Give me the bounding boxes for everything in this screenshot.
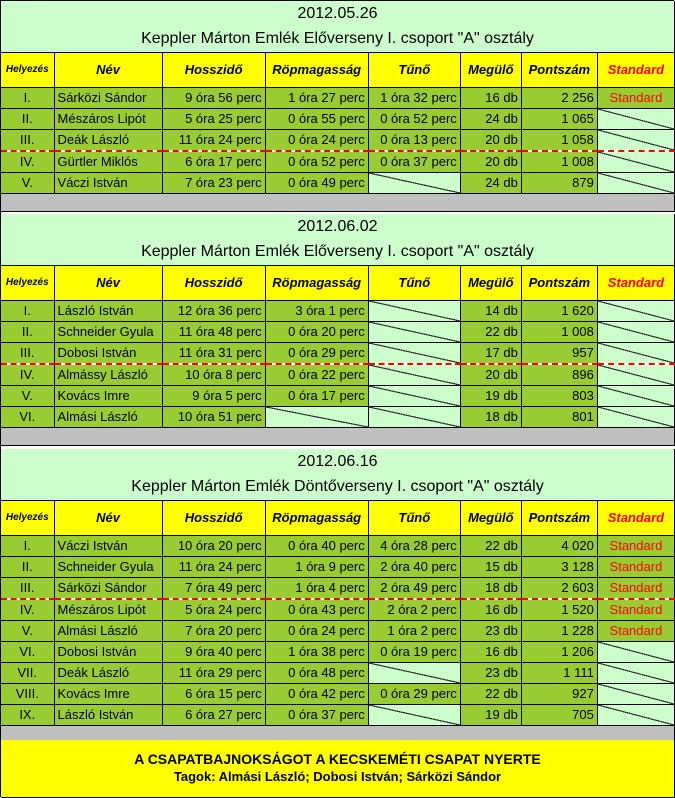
duration-cell: 6 óra 27 perc	[162, 704, 265, 725]
standard-cell	[597, 321, 674, 342]
tuno-cell	[368, 321, 460, 342]
table-row	[1, 599, 675, 621]
header-name: Név	[54, 266, 162, 300]
competition-block	[1, 214, 675, 446]
competition-block	[1, 1, 675, 212]
duration-cell: 10 óra 8 perc	[162, 364, 265, 386]
table-row	[1, 662, 675, 683]
points-cell: 1 065	[521, 108, 597, 129]
megulo-cell: 24 db	[460, 108, 521, 129]
duration-cell: 11 óra 24 perc	[162, 556, 265, 577]
table-row	[1, 620, 675, 641]
standard-cell: Standard	[597, 620, 674, 641]
competition-title	[1, 449, 675, 501]
standard-cell	[597, 385, 674, 406]
megulo-cell: 16 db	[460, 599, 521, 621]
table-row	[1, 151, 675, 173]
points-cell: 801	[521, 406, 597, 427]
table-header-row	[1, 266, 675, 300]
standard-cell	[597, 704, 674, 725]
points-cell: 705	[521, 704, 597, 725]
table-row	[1, 535, 675, 556]
duration-cell: 11 óra 24 perc	[162, 129, 265, 151]
place-cell: III.	[1, 577, 54, 599]
duration-cell: 10 óra 20 perc	[162, 535, 265, 556]
standard-cell	[597, 300, 674, 321]
place-cell: II.	[1, 556, 54, 577]
tuno-cell: 4 óra 28 perc	[368, 535, 460, 556]
results-table	[1, 266, 675, 428]
height-cell: 0 óra 37 perc	[265, 704, 368, 725]
name-cell: Mészáros Lipót	[54, 599, 162, 621]
name-cell: Dobosi István	[54, 641, 162, 662]
table-row	[1, 364, 675, 386]
height-cell: 0 óra 42 perc	[265, 683, 368, 704]
duration-cell: 11 óra 29 perc	[162, 662, 265, 683]
megulo-cell: 16 db	[460, 87, 521, 108]
competition-name: Keppler Márton Emlék Előverseny I. csoport "A" osztály	[141, 30, 534, 47]
tuno-cell	[368, 662, 460, 683]
tuno-cell: 0 óra 19 perc	[368, 641, 460, 662]
standard-cell: Standard	[597, 599, 674, 621]
tuno-cell: 2 óra 40 perc	[368, 556, 460, 577]
standard-cell	[597, 172, 674, 193]
header-standard: Standard	[597, 501, 674, 535]
header-height: Röpmagasság	[265, 501, 368, 535]
duration-cell: 5 óra 25 perc	[162, 108, 265, 129]
place-cell: IV.	[1, 364, 54, 386]
separator-bar	[1, 194, 675, 212]
table-row	[1, 406, 675, 427]
duration-cell: 12 óra 36 perc	[162, 300, 265, 321]
duration-cell: 11 óra 31 perc	[162, 342, 265, 364]
header-duration: Hosszidő	[162, 501, 265, 535]
tuno-cell: 0 óra 37 perc	[368, 151, 460, 173]
competition-title	[1, 214, 675, 266]
points-cell: 1 206	[521, 641, 597, 662]
table-row	[1, 385, 675, 406]
place-cell: IV.	[1, 599, 54, 621]
header-megulo: Megülő	[460, 501, 521, 535]
tuno-cell	[368, 342, 460, 364]
table-row	[1, 683, 675, 704]
header-place: Helyezés	[1, 501, 54, 535]
header-points: Pontszám	[521, 266, 597, 300]
separator-bar	[1, 428, 675, 446]
height-cell: 0 óra 24 perc	[265, 129, 368, 151]
tuno-cell: 1 óra 32 perc	[368, 87, 460, 108]
points-cell: 957	[521, 342, 597, 364]
duration-cell: 6 óra 17 perc	[162, 151, 265, 173]
place-cell: I.	[1, 300, 54, 321]
points-cell: 927	[521, 683, 597, 704]
competition-name: Keppler Márton Emlék Előverseny I. csoport "A" osztály	[141, 243, 534, 260]
height-cell: 0 óra 20 perc	[265, 321, 368, 342]
name-cell: Gürtler Miklós	[54, 151, 162, 173]
header-place: Helyezés	[1, 266, 54, 300]
duration-cell: 7 óra 20 perc	[162, 620, 265, 641]
megulo-cell: 15 db	[460, 556, 521, 577]
name-cell: László István	[54, 300, 162, 321]
table-row	[1, 577, 675, 599]
standard-cell	[597, 342, 674, 364]
megulo-cell: 23 db	[460, 620, 521, 641]
tuno-cell: 2 óra 49 perc	[368, 577, 460, 599]
name-cell: Schneider Gyula	[54, 556, 162, 577]
place-cell: V.	[1, 172, 54, 193]
standard-cell	[597, 364, 674, 386]
megulo-cell: 22 db	[460, 321, 521, 342]
place-cell: III.	[1, 129, 54, 151]
header-points: Pontszám	[521, 501, 597, 535]
standard-cell: Standard	[597, 577, 674, 599]
height-cell: 1 óra 9 perc	[265, 556, 368, 577]
results-table	[1, 53, 675, 194]
header-tuno: Tűnő	[368, 501, 460, 535]
points-cell: 4 020	[521, 535, 597, 556]
team-winner-text: A CSAPATBAJNOKSÁGOT A KECSKEMÉTI CSAPAT NYERTE	[134, 751, 541, 767]
points-cell: 1 111	[521, 662, 597, 683]
megulo-cell: 18 db	[460, 577, 521, 599]
name-cell: Kovács Imre	[54, 385, 162, 406]
table-row	[1, 172, 675, 193]
height-cell: 0 óra 49 perc	[265, 172, 368, 193]
name-cell: Almássy László	[54, 364, 162, 386]
height-cell: 3 óra 1 perc	[265, 300, 368, 321]
height-cell: 0 óra 24 perc	[265, 620, 368, 641]
name-cell: Kovács Imre	[54, 683, 162, 704]
table-row	[1, 556, 675, 577]
header-name: Név	[54, 53, 162, 87]
name-cell: Almási László	[54, 620, 162, 641]
duration-cell: 9 óra 5 perc	[162, 385, 265, 406]
name-cell: Mészáros Lipót	[54, 108, 162, 129]
points-cell: 2 603	[521, 577, 597, 599]
header-name: Név	[54, 501, 162, 535]
megulo-cell: 23 db	[460, 662, 521, 683]
duration-cell: 11 óra 48 perc	[162, 321, 265, 342]
competition-date: 2012.06.02	[297, 218, 378, 235]
duration-cell: 6 óra 15 perc	[162, 683, 265, 704]
points-cell: 1 620	[521, 300, 597, 321]
duration-cell: 9 óra 40 perc	[162, 641, 265, 662]
competition-block	[1, 449, 675, 744]
megulo-cell: 14 db	[460, 300, 521, 321]
points-cell: 879	[521, 172, 597, 193]
competition-title	[1, 1, 675, 53]
place-cell: VII.	[1, 662, 54, 683]
tuno-cell: 2 óra 2 perc	[368, 599, 460, 621]
name-cell: Váczi István	[54, 172, 162, 193]
megulo-cell: 22 db	[460, 535, 521, 556]
standard-cell	[597, 641, 674, 662]
height-cell: 0 óra 52 perc	[265, 151, 368, 173]
tuno-cell	[368, 385, 460, 406]
place-cell: V.	[1, 385, 54, 406]
place-cell: III.	[1, 342, 54, 364]
height-cell: 0 óra 48 perc	[265, 662, 368, 683]
table-row	[1, 129, 675, 151]
megulo-cell: 20 db	[460, 129, 521, 151]
megulo-cell: 18 db	[460, 406, 521, 427]
height-cell: 1 óra 38 perc	[265, 641, 368, 662]
place-cell: II.	[1, 321, 54, 342]
table-row	[1, 108, 675, 129]
competition-date: 2012.06.16	[297, 453, 378, 470]
header-height: Röpmagasság	[265, 266, 368, 300]
name-cell: Váczi István	[54, 535, 162, 556]
tuno-cell: 0 óra 52 perc	[368, 108, 460, 129]
header-megulo: Megülő	[460, 53, 521, 87]
name-cell: Deák László	[54, 662, 162, 683]
megulo-cell: 17 db	[460, 342, 521, 364]
tuno-cell	[368, 704, 460, 725]
header-height: Röpmagasság	[265, 53, 368, 87]
tuno-cell	[368, 172, 460, 193]
height-cell: 0 óra 40 perc	[265, 535, 368, 556]
standard-cell	[597, 151, 674, 173]
team-result-footer	[1, 740, 675, 798]
height-cell: 0 óra 22 perc	[265, 364, 368, 386]
header-tuno: Tűnő	[368, 266, 460, 300]
header-standard: Standard	[597, 53, 674, 87]
tuno-cell: 0 óra 29 perc	[368, 683, 460, 704]
table-header-row	[1, 53, 675, 87]
points-cell: 1 228	[521, 620, 597, 641]
megulo-cell: 20 db	[460, 364, 521, 386]
megulo-cell: 24 db	[460, 172, 521, 193]
results-table	[1, 501, 675, 726]
height-cell: 1 óra 27 perc	[265, 87, 368, 108]
place-cell: I.	[1, 87, 54, 108]
name-cell: Schneider Gyula	[54, 321, 162, 342]
duration-cell: 9 óra 56 perc	[162, 87, 265, 108]
place-cell: I.	[1, 535, 54, 556]
height-cell	[265, 406, 368, 427]
name-cell: Sárközi Sándor	[54, 87, 162, 108]
standard-cell: Standard	[597, 556, 674, 577]
height-cell: 1 óra 4 perc	[265, 577, 368, 599]
team-members-text: Tagok: Almási László; Dobosi István; Sárközi Sándor	[173, 769, 502, 784]
header-points: Pontszám	[521, 53, 597, 87]
megulo-cell: 16 db	[460, 641, 521, 662]
height-cell: 0 óra 43 perc	[265, 599, 368, 621]
standard-cell: Standard	[597, 87, 674, 108]
tuno-cell	[368, 406, 460, 427]
standard-cell	[597, 108, 674, 129]
megulo-cell: 19 db	[460, 704, 521, 725]
place-cell: IV.	[1, 151, 54, 173]
height-cell: 0 óra 17 perc	[265, 385, 368, 406]
table-row	[1, 342, 675, 364]
place-cell: V.	[1, 620, 54, 641]
place-cell: II.	[1, 108, 54, 129]
points-cell: 803	[521, 385, 597, 406]
points-cell: 2 256	[521, 87, 597, 108]
tuno-cell: 1 óra 2 perc	[368, 620, 460, 641]
points-cell: 1 008	[521, 321, 597, 342]
tuno-cell	[368, 364, 460, 386]
standard-cell	[597, 662, 674, 683]
standard-cell: Standard	[597, 535, 674, 556]
points-cell: 1 520	[521, 599, 597, 621]
duration-cell: 10 óra 51 perc	[162, 406, 265, 427]
name-cell: Sárközi Sándor	[54, 577, 162, 599]
header-place: Helyezés	[1, 53, 54, 87]
standard-cell	[597, 683, 674, 704]
name-cell: Deák László	[54, 129, 162, 151]
table-row	[1, 321, 675, 342]
place-cell: IX.	[1, 704, 54, 725]
points-cell: 1 058	[521, 129, 597, 151]
duration-cell: 7 óra 23 perc	[162, 172, 265, 193]
tuno-cell: 0 óra 13 perc	[368, 129, 460, 151]
table-row	[1, 87, 675, 108]
table-row	[1, 704, 675, 725]
height-cell: 0 óra 29 perc	[265, 342, 368, 364]
points-cell: 896	[521, 364, 597, 386]
table-row	[1, 300, 675, 321]
standard-cell	[597, 406, 674, 427]
header-tuno: Tűnő	[368, 53, 460, 87]
name-cell: Almási László	[54, 406, 162, 427]
place-cell: VIII.	[1, 683, 54, 704]
header-duration: Hosszidő	[162, 266, 265, 300]
height-cell: 0 óra 55 perc	[265, 108, 368, 129]
tuno-cell	[368, 300, 460, 321]
megulo-cell: 20 db	[460, 151, 521, 173]
table-header-row	[1, 501, 675, 535]
name-cell: László István	[54, 704, 162, 725]
megulo-cell: 19 db	[460, 385, 521, 406]
header-megulo: Megülő	[460, 266, 521, 300]
name-cell: Dobosi István	[54, 342, 162, 364]
competition-date: 2012.05.26	[297, 5, 378, 22]
table-row	[1, 641, 675, 662]
duration-cell: 5 óra 24 perc	[162, 599, 265, 621]
place-cell: VI.	[1, 406, 54, 427]
points-cell: 1 008	[521, 151, 597, 173]
duration-cell: 7 óra 49 perc	[162, 577, 265, 599]
header-standard: Standard	[597, 266, 674, 300]
place-cell: VI.	[1, 641, 54, 662]
competition-name: Keppler Márton Emlék Döntőverseny I. csoport "A" osztály	[131, 478, 544, 495]
header-duration: Hosszidő	[162, 53, 265, 87]
standard-cell	[597, 129, 674, 151]
points-cell: 3 128	[521, 556, 597, 577]
megulo-cell: 22 db	[460, 683, 521, 704]
